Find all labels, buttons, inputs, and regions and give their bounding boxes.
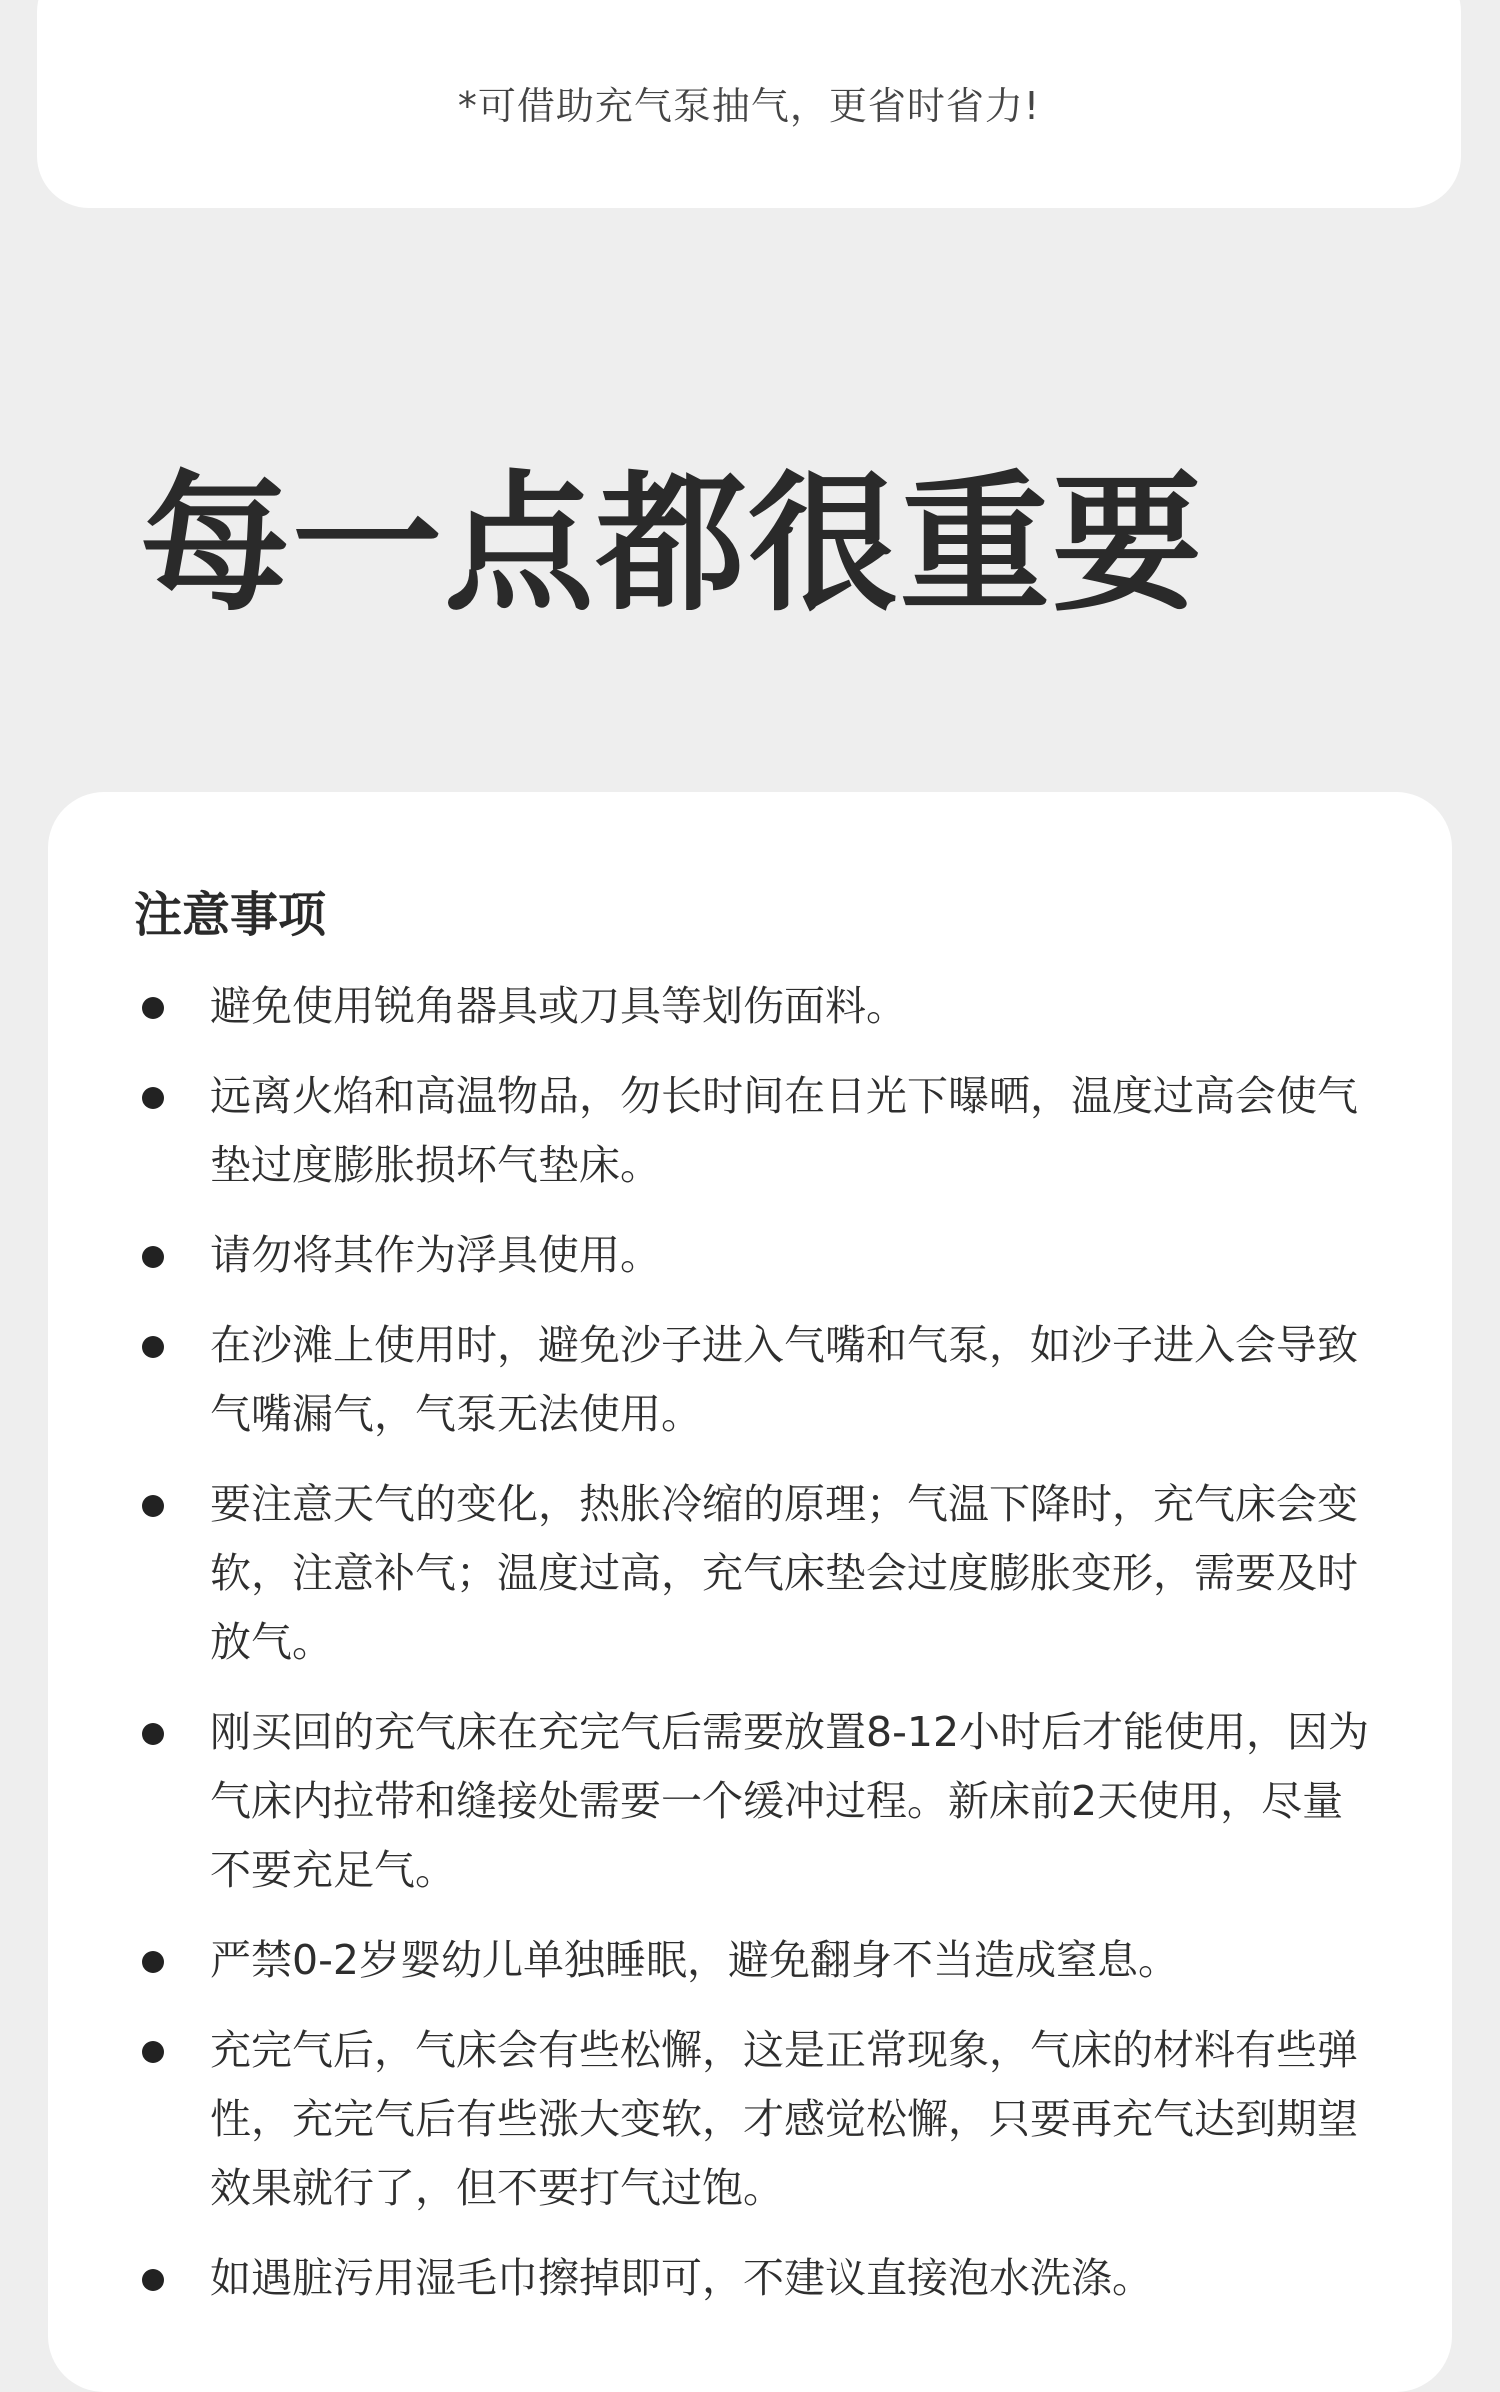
note-item <box>134 1311 1374 1449</box>
note-item <box>134 1470 1374 1677</box>
top-card <box>37 0 1461 208</box>
note-text: 如遇脏污用湿毛巾擦掉即可，不建议直接泡水洗涤。 <box>210 2254 1153 2302</box>
note-text: 远离火焰和高温物品，勿长时间在日光下曝晒，温度过高会使气垫过度膨胀损坏气垫床。 <box>210 1072 1358 1189</box>
pump-tip-note: *可借助充气泵抽气，更省时省力! <box>457 84 1041 128</box>
note-item <box>134 2016 1374 2223</box>
bullet-icon <box>142 2269 164 2291</box>
note-item <box>134 972 1374 1041</box>
note-item <box>134 1698 1374 1905</box>
bullet-icon <box>142 997 164 1019</box>
bullet-icon <box>142 1495 164 1517</box>
bullet-icon <box>142 1087 164 1109</box>
note-text: 在沙滩上使用时，避免沙子进入气嘴和气泵，如沙子进入会导致气嘴漏气，气泵无法使用。 <box>210 1321 1358 1438</box>
bullet-icon <box>142 1723 164 1745</box>
bullet-icon <box>142 1951 164 1973</box>
notes-title: 注意事项 <box>134 887 327 943</box>
note-text: 充完气后，气床会有些松懈，这是正常现象，气床的材料有些弹性，充完气后有些涨大变软，才感觉松懈，只要再充气达到期望效果就行了，但不要打气过饱。 <box>210 2026 1358 2212</box>
note-item <box>134 1062 1374 1200</box>
notes-list <box>134 972 1374 2334</box>
note-item <box>134 1926 1374 1995</box>
note-text: 要注意天气的变化，热胀冷缩的原理；气温下降时，充气床会变软，注意补气；温度过高，充气床垫会过度膨胀变形，需要及时放气。 <box>210 1480 1358 1666</box>
note-text: 避免使用锐角器具或刀具等划伤面料。 <box>210 982 907 1030</box>
note-item <box>134 2244 1374 2313</box>
bullet-icon <box>142 2041 164 2063</box>
note-text: 严禁0-2岁婴幼儿单独睡眠，避免翻身不当造成窒息。 <box>210 1936 1179 1984</box>
note-text: 刚买回的充气床在充完气后需要放置8-12小时后才能使用，因为气床内拉带和缝接处需要一个缓冲过程。新床前2天使用，尽量不要充足气。 <box>210 1708 1370 1894</box>
page-heading: 每一点都很重要 <box>140 458 1205 632</box>
note-text: 请勿将其作为浮具使用。 <box>210 1231 661 1279</box>
note-item <box>134 1221 1374 1290</box>
bullet-icon <box>142 1246 164 1268</box>
bullet-icon <box>142 1336 164 1358</box>
